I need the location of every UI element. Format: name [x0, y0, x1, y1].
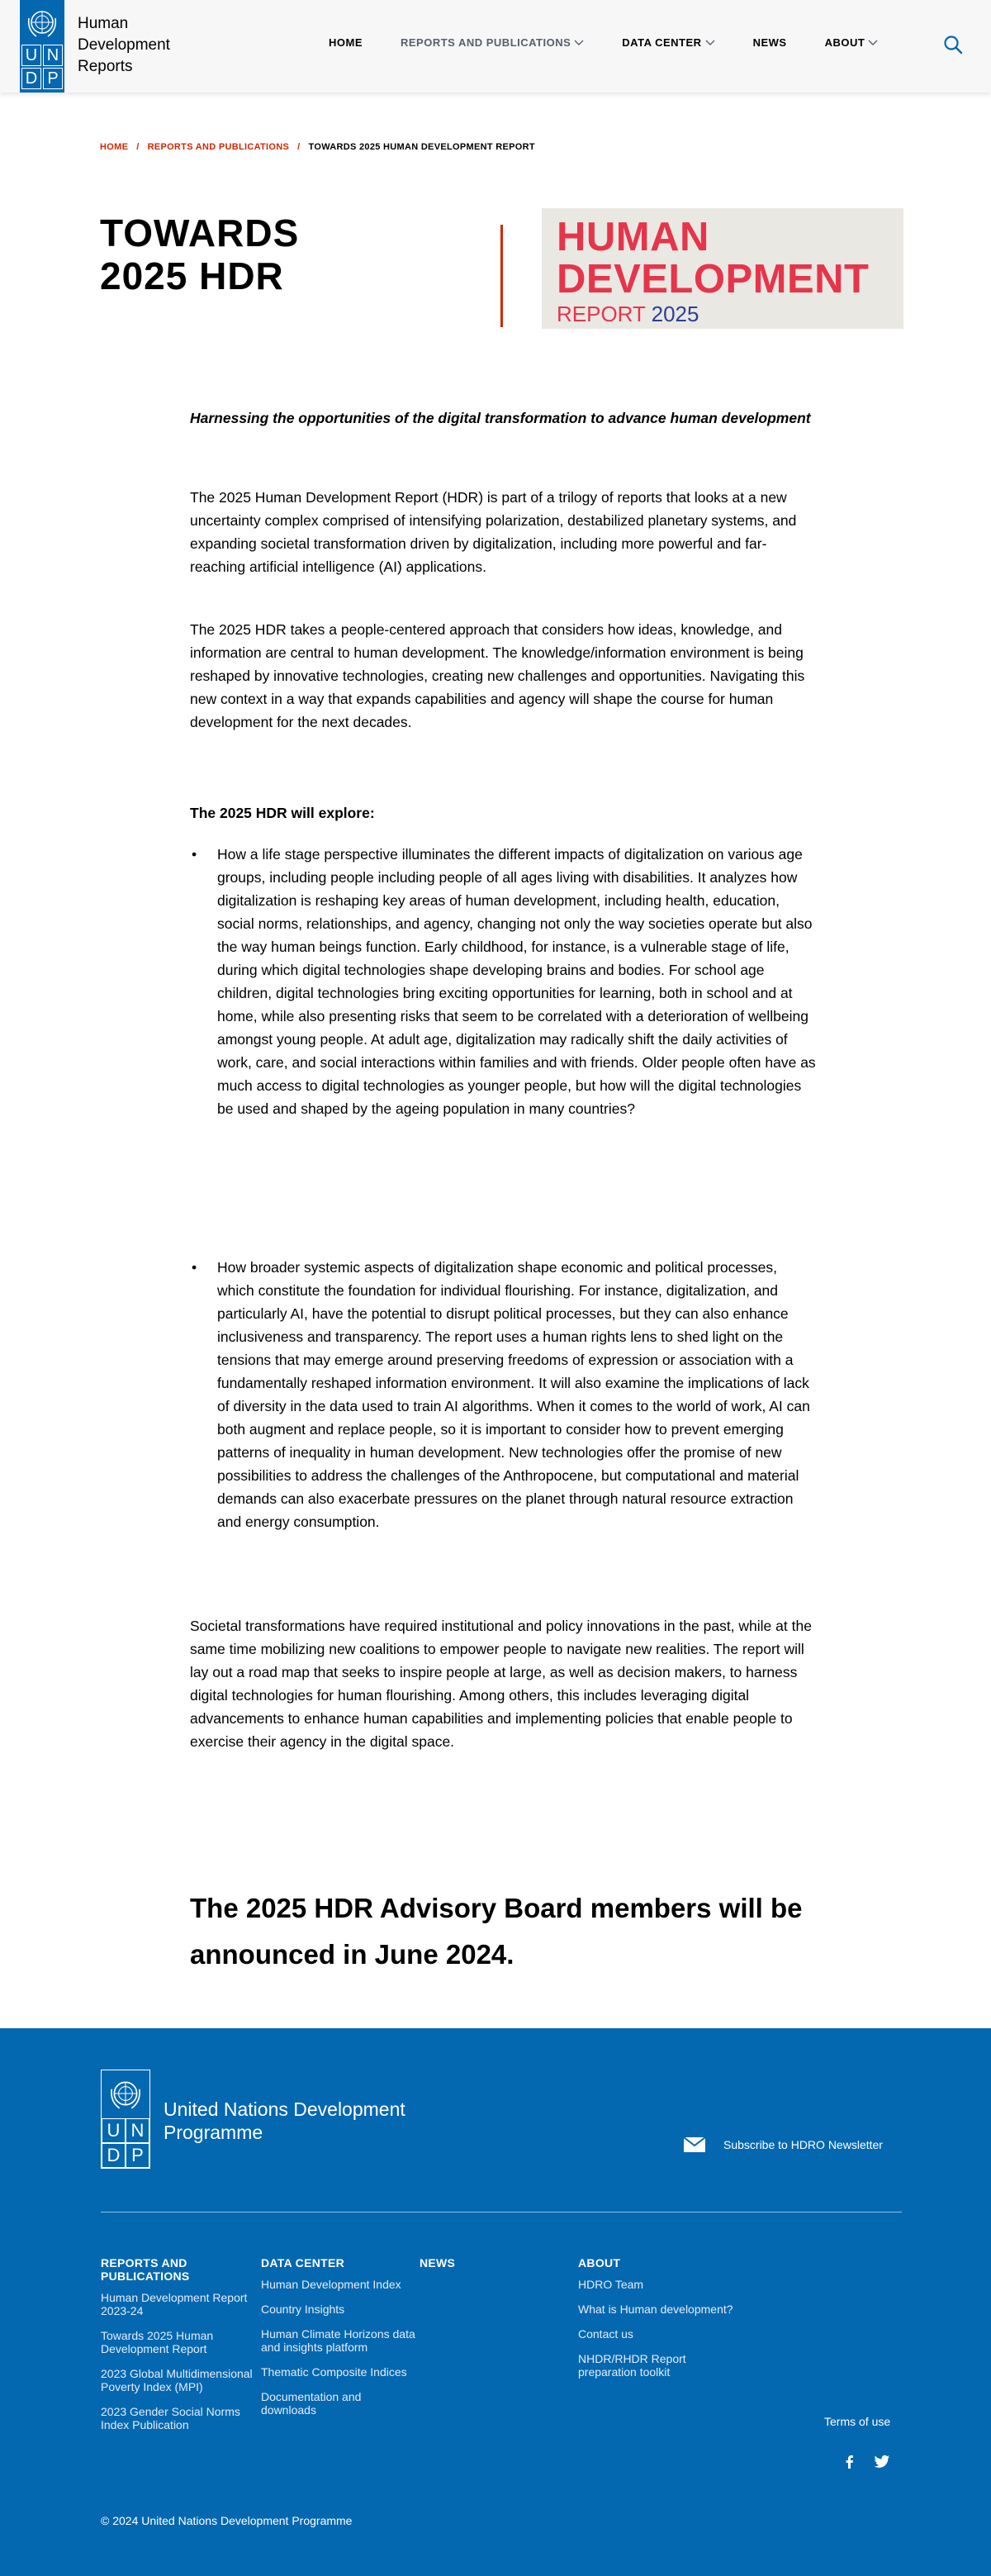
- lead-paragraph: Harnessing the opportunities of the digital transformation to advance human development: [190, 410, 811, 426]
- bullet-marker: •: [192, 1259, 197, 1276]
- footer-column-heading[interactable]: DATA CENTER: [261, 2256, 345, 2269]
- footer-link[interactable]: Human Development Report 2023-24: [101, 2291, 248, 2317]
- approach-paragraph: The 2025 HDR takes a people-centered approach that considers how ideas, knowledge, and information are central to human development. The knowledge/information environment is being reshaped by innovative technologies, creating new challenges and opportunities. Navigating this new context in a way that expands capabilities and agency will shape the course for human development for the next decades.: [190, 621, 805, 730]
- footer-link[interactable]: 2023 Global Multidimensional Poverty Index (MPI): [101, 2367, 253, 2393]
- footer-column-data-center: [261, 2256, 418, 2428]
- banner-line: DEVELOPMENT: [557, 257, 870, 302]
- intro-paragraph: The 2025 Human Development Report (HDR) is part of a trilogy of reports that looks at a new uncertainty complex comprised of intensifying polarization, destabilized planetary systems, and expanding societal transformation driven by digitalization, including more powerful and far-reaching artificial intelligence (AI) applications.: [190, 489, 797, 575]
- footer-column-heading[interactable]: NEWS: [420, 2256, 456, 2269]
- footer-link[interactable]: Documentation and downloads: [261, 2390, 362, 2417]
- footer-column-reports: [101, 2256, 258, 2443]
- footer-link[interactable]: HDRO Team: [578, 2278, 644, 2291]
- footer-link[interactable]: NHDR/RHDR Report preparation toolkit: [578, 2352, 686, 2379]
- breadcrumb-reports[interactable]: REPORTS AND PUBLICATIONS: [147, 142, 290, 152]
- hero-divider: [500, 225, 503, 327]
- nav-home[interactable]: [329, 36, 363, 49]
- bullet-marker: •: [192, 846, 197, 863]
- footer-link[interactable]: Human Climate Horizons data and insights platform: [261, 2327, 415, 2354]
- facebook-icon[interactable]: [842, 2455, 857, 2469]
- hdr-2025-banner: [542, 208, 903, 329]
- terms-of-use-link[interactable]: Terms of use: [824, 2415, 891, 2428]
- list-item-text: How broader systemic aspects of digitalization shape economic and political processes, which constitute the foundation for individual flourishing. For instance, digitalization, and particularly AI, have the potential to disrupt political processes, but they can also enhance inclusiveness and transparency. The report uses a human rights lens to shed light on the tensions that may emerge around preserving freedoms of expression or association with a fundamentally reshaped information environment. It will also examine the implications of lack of diversity in the data used to train AI algorithms. When it comes to the world of work, AI can both augment and replace people, so it is important to consider how to prevent emerging patterns of inequality in human development. New technologies offer the promise of new possibilities to address the challenges of the Anthropocene, but computational and material demands can also exacerbate pressures on the planet through natural resource extraction and energy consumption.: [217, 1259, 810, 1530]
- logo-letters: [102, 2118, 149, 2168]
- banner-subline: [557, 301, 889, 327]
- logo-letter: N: [126, 2118, 149, 2143]
- un-emblem-icon: [107, 2075, 144, 2112]
- logo-letter: P: [43, 68, 63, 89]
- banner-year: 2025: [651, 302, 699, 326]
- logo-letter: U: [21, 45, 41, 66]
- site-title[interactable]: Human Development Reports: [78, 15, 170, 75]
- nav-label: HOME: [329, 36, 363, 49]
- logo-letter: U: [102, 2118, 126, 2143]
- chevron-down-icon: [705, 40, 715, 46]
- footer-link[interactable]: What is Human development?: [578, 2303, 733, 2316]
- nav-reports[interactable]: [401, 36, 584, 49]
- undp-footer-logo[interactable]: [101, 2070, 150, 2169]
- banner-report: REPORT: [557, 302, 646, 326]
- list-item: [190, 843, 818, 1120]
- logo-letters: [21, 45, 63, 89]
- nav-news[interactable]: [753, 36, 787, 49]
- page-title-line: TOWARDS: [100, 211, 300, 254]
- footer-org-name: United Nations Development Programme: [164, 2098, 405, 2143]
- footer-link[interactable]: Contact us: [578, 2327, 633, 2341]
- nav-label: REPORTS AND PUBLICATIONS: [401, 36, 571, 49]
- footer-column-news: [420, 2256, 576, 2278]
- footer-column-about: [578, 2256, 735, 2390]
- breadcrumb-home[interactable]: HOME: [100, 142, 129, 152]
- newsletter-label: Subscribe to HDRO Newsletter: [723, 2138, 883, 2151]
- logo-letter: D: [21, 68, 41, 89]
- footer-column-heading[interactable]: ABOUT: [578, 2256, 621, 2269]
- site-footer: [0, 2028, 991, 2576]
- list-item: [190, 1256, 818, 1533]
- footer-link[interactable]: Human Development Index: [261, 2278, 401, 2291]
- breadcrumb-separator: /: [136, 142, 140, 152]
- breadcrumb-current: TOWARDS 2025 HUMAN DEVELOPMENT REPORT: [308, 142, 535, 152]
- logo-letter: P: [126, 2143, 149, 2168]
- footer-link[interactable]: Country Insights: [261, 2303, 345, 2316]
- page-title: [100, 211, 397, 297]
- newsletter-link[interactable]: [684, 2137, 883, 2152]
- social-links: [842, 2455, 890, 2469]
- footer-column-heading[interactable]: REPORTS AND PUBLICATIONS: [101, 2256, 190, 2283]
- copyright-text: © 2024 United Nations Development Programme: [101, 2514, 353, 2527]
- footer-link[interactable]: 2023 Gender Social Norms Index Publication: [101, 2405, 240, 2431]
- footer-link[interactable]: Towards 2025 Human Development Report: [101, 2329, 214, 2355]
- nav-about[interactable]: [825, 36, 879, 49]
- un-emblem-icon: [25, 5, 59, 40]
- breadcrumb-separator: /: [297, 142, 301, 152]
- logo-letter: N: [43, 45, 63, 66]
- chevron-down-icon: [868, 40, 878, 46]
- nav-label: DATA CENTER: [622, 36, 702, 49]
- page-title-line: 2025 HDR: [100, 254, 284, 297]
- search-icon[interactable]: [943, 35, 963, 55]
- mail-icon: [684, 2137, 705, 2152]
- twitter-icon[interactable]: [874, 2455, 890, 2469]
- nav-label: ABOUT: [824, 36, 865, 49]
- advisory-board-heading: The 2025 HDR Advisory Board members will be announced in June 2024.: [190, 1893, 803, 1970]
- nav-label: NEWS: [752, 36, 787, 49]
- closing-paragraph: Societal transformations have required institutional and policy innovations in the past, while at the same time mobilizing new coalitions to empower people to navigate new realities. The report will lay out a road map that seeks to inspire people at large, as well as decision makers, to harness digital technologies for human flourishing. Among others, this includes leveraging digital advancements to enhance human capabilities and implementing policies that enable people to exercise their agency in the digital space.: [190, 1618, 812, 1750]
- breadcrumb: [100, 142, 535, 152]
- main-nav: [329, 36, 916, 49]
- logo-letter: D: [102, 2143, 126, 2168]
- explore-heading: The 2025 HDR will explore:: [190, 805, 375, 821]
- site-header: [0, 0, 991, 93]
- footer-link[interactable]: Thematic Composite Indices: [261, 2365, 407, 2379]
- chevron-down-icon: [574, 40, 584, 46]
- list-item-text: How a life stage perspective illuminates the different impacts of digitalization on various age groups, including people including people of all ages living with disabilities. It analyzes how digitalization is reshaping key areas of human development, including health, education, social norms, relationships, and agency, changing not only the way societies operate but also the way human beings function. Early childhood, for instance, is a vulnerable stage of life, during which digital technologies shape developing brains and bodies. For school age children, digital technologies bring exciting opportunities for learning, both in school and at home, while also presenting risks that seem to be correlated with a deterioration of wellbeing amongst young people. At adult age, digitalization may radically shift the daily activities of work, care, and social interactions within families and with friends. Older people often have as much access to digital technologies as younger people, but how will the digital technologies be used and shaped by the ageing population in many countries?: [217, 846, 816, 1117]
- undp-logo[interactable]: [20, 0, 64, 93]
- banner-line: HUMAN: [557, 215, 709, 259]
- nav-data-center[interactable]: [622, 36, 714, 49]
